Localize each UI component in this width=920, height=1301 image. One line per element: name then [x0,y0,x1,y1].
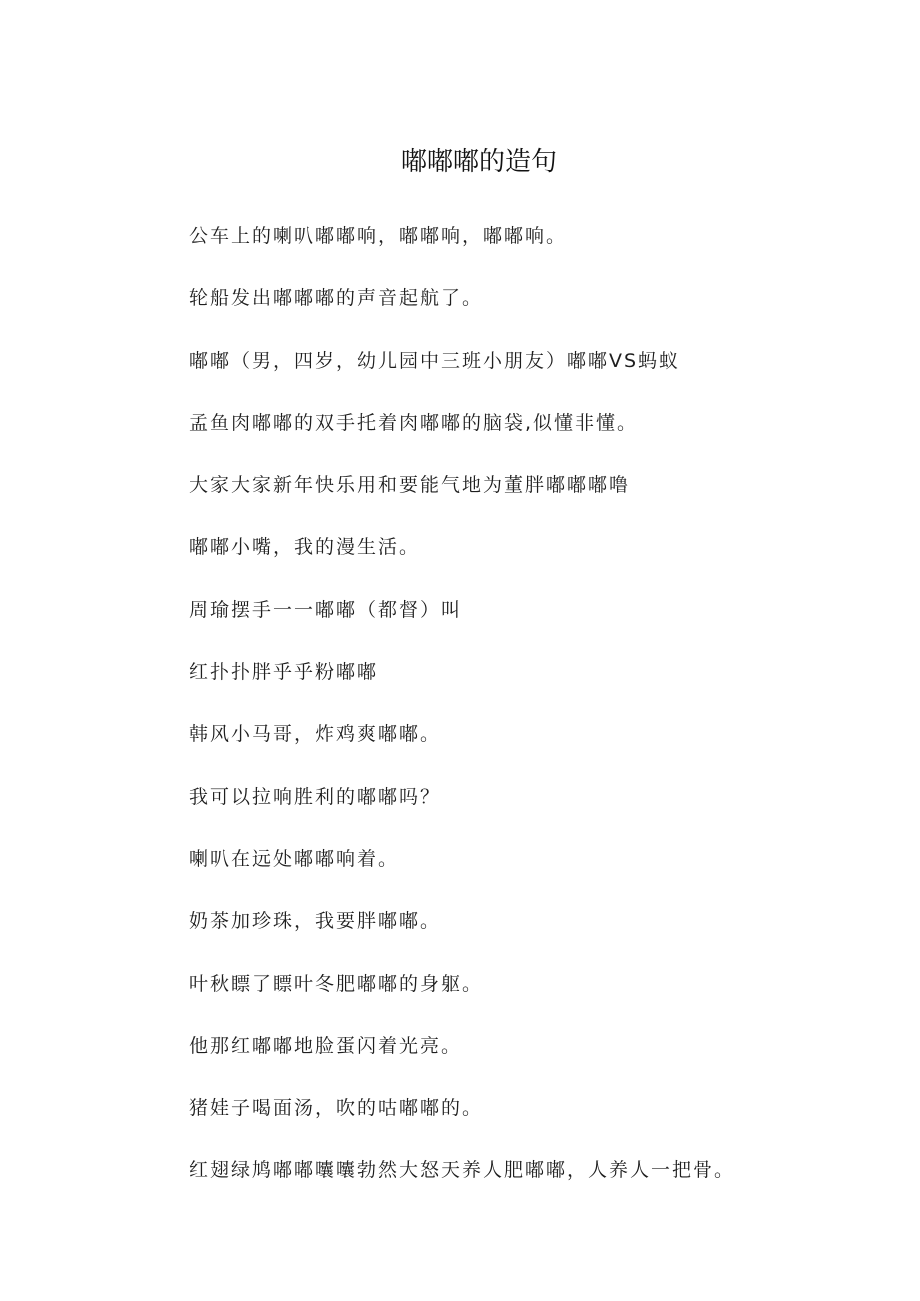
sentence-line: 红翅绿鸠嘟嘟囔囔勃然大怒天养人肥嘟嘟，人养人一把骨。 [189,1159,736,1182]
sentence-line: 嘟嘟小嘴，我的漫生活。 [189,536,421,559]
sentence-line: 大家大家新年快乐用和要能气地为董胖嘟嘟嘟噜 [189,474,631,497]
sentence-line: 猪娃子喝面汤，吹的咕嘟嘟的。 [189,1097,484,1120]
sentence-line: 红扑扑胖乎乎粉嘟嘟 [189,661,379,684]
sentence-line: 喇叭在远处嘟嘟响着。 [189,847,400,870]
sentence-line: 他那红嘟嘟地脸蛋闪着光亮。 [189,1034,463,1057]
sentence-list [189,220,889,1217]
sentence-line: 轮船发出嘟嘟嘟的声音起航了。 [189,287,484,310]
document-title: 嘟嘟嘟的造句 [400,147,557,177]
sentence-line: 周瑜摆手一一嘟嘟（都督）叫 [189,598,463,621]
sentence-line: 奶茶加珍珠，我要胖嘟嘟。 [189,910,442,933]
sentence-line: 孟鱼肉嘟嘟的双手托着肉嘟嘟的脑袋,似懂非懂。 [189,411,639,434]
sentence-line: 公车上的喇叭嘟嘟响，嘟嘟响，嘟嘟响。 [189,225,568,247]
sentence-line: 我可以拉响胜利的嘟嘟吗？ [189,785,442,808]
sentence-line: 叶秋瞟了瞟叶冬肥嘟嘟的身躯。 [189,972,484,995]
sentence-line: 嘟嘟（男，四岁，幼儿园中三班小朋友）嘟嘟VS蚂蚁 [189,349,681,372]
sentence-line: 韩风小马哥，炸鸡爽嘟嘟。 [189,723,442,746]
